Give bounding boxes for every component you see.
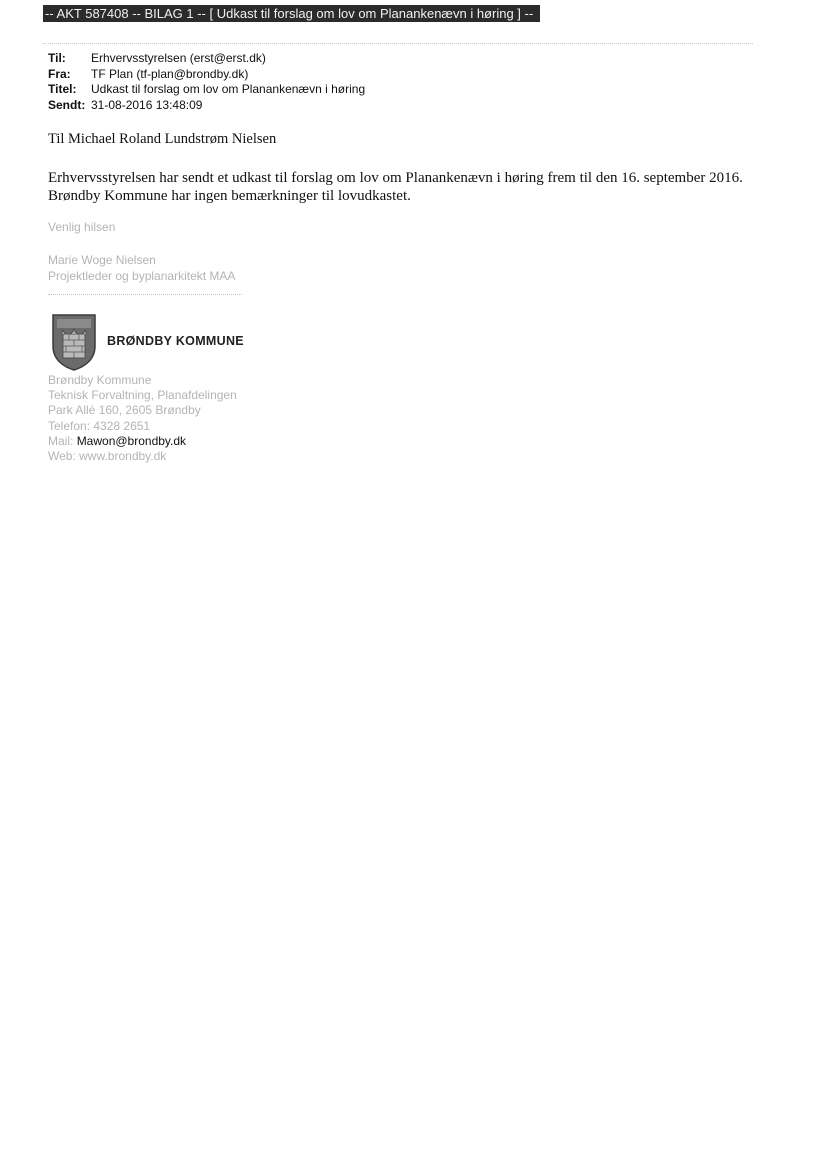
- sent-value: 31-08-2016 13:48:09: [91, 97, 203, 112]
- to-row: [48, 51, 365, 67]
- contact-phone: Telefon: 4328 2651: [48, 418, 151, 433]
- message-body: [48, 169, 768, 205]
- title-row: [48, 82, 365, 98]
- contact-mail-link[interactable]: Mawon@brondby.dk: [76, 433, 187, 448]
- contact-web[interactable]: Web: www.brondby.dk: [48, 449, 167, 464]
- contact-block: [48, 373, 237, 464]
- to-value: Erhvervsstyrelsen (erst@erst.dk): [91, 51, 266, 65]
- contact-address: Park Allé 160, 2605 Brøndby: [48, 403, 201, 418]
- from-value: TF Plan (tf-plan@brondby.dk): [91, 66, 249, 81]
- title-value: Udkast til forslag om lov om Planankenævn i høring: [91, 82, 366, 96]
- to-label: Til:: [48, 51, 66, 65]
- sent-label: Sendt:: [48, 97, 86, 112]
- body-line-1: Erhvervsstyrelsen har sendt et udkast til forslag om lov om Planankenævn i høring frem til den 16. september 2016.: [48, 170, 743, 186]
- contact-mail-label: Mail:: [48, 433, 74, 448]
- municipality-logo: [50, 312, 244, 372]
- salutation: Til Michael Roland Lundstrøm Nielsen: [48, 131, 277, 147]
- email-header: [48, 51, 365, 113]
- from-row: [48, 67, 365, 83]
- body-line-2: Brøndby Kommune har ingen bemærkninger til lovudkastet.: [48, 188, 411, 204]
- contact-org: Brøndby Kommune: [48, 373, 152, 387]
- header-divider: [43, 43, 753, 44]
- signature-title: Projektleder og byplanarkitekt MAA: [48, 268, 236, 283]
- from-label: Fra:: [48, 66, 71, 81]
- logo-text: BRØNDBY KOMMUNE: [107, 334, 244, 348]
- signature-divider: [48, 294, 242, 295]
- title-label: Titel:: [48, 82, 77, 96]
- document-banner: -- AKT 587408 -- BILAG 1 -- [ Udkast til forslag om lov om Planankenævn i høring ] --: [43, 5, 540, 22]
- contact-mail-row: [48, 434, 237, 449]
- signature: [48, 253, 235, 284]
- coat-of-arms-icon: [50, 312, 98, 372]
- sent-row: [48, 98, 365, 114]
- closing: Venlig hilsen: [48, 220, 116, 234]
- signature-name: Marie Woge Nielsen: [48, 253, 156, 267]
- contact-dept: Teknisk Forvaltning, Planafdelingen: [48, 388, 237, 403]
